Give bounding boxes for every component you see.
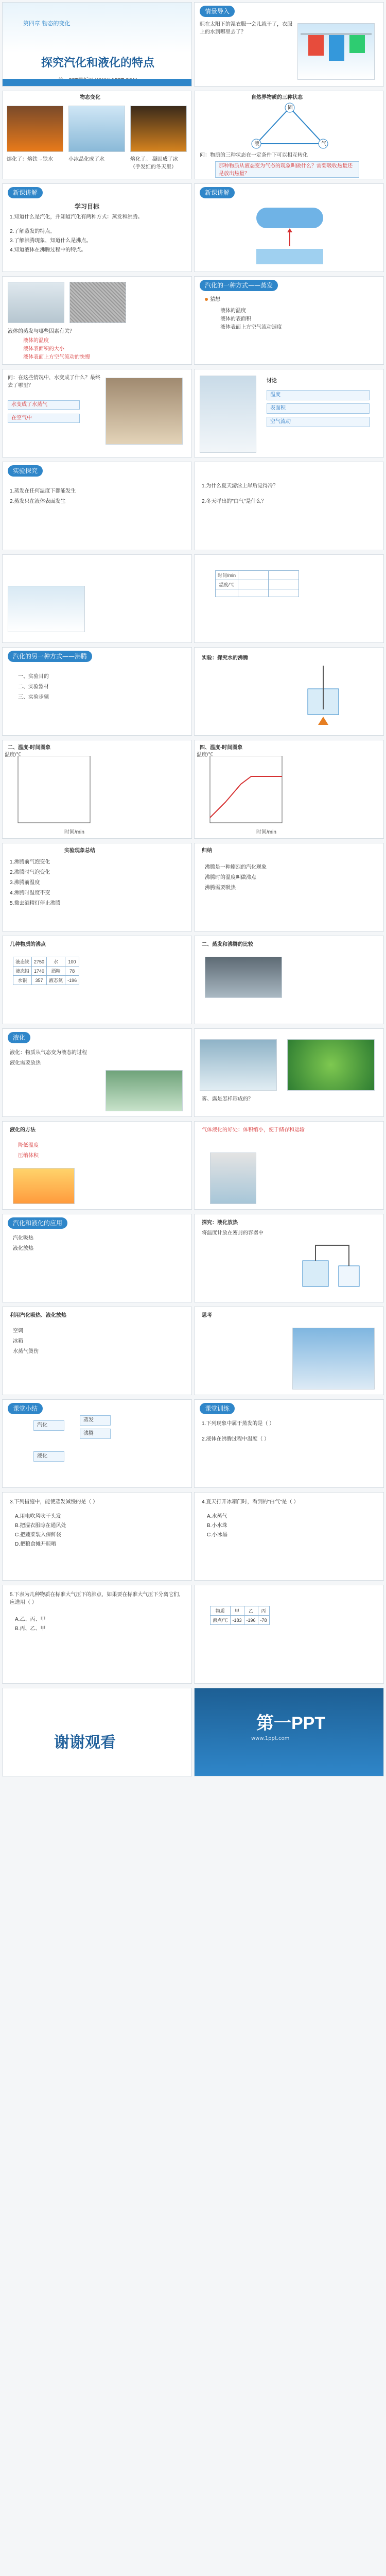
slide-states-change[interactable] — [2, 91, 192, 179]
thanks-text: 谢谢观看 — [54, 1734, 116, 1751]
slide-evaporation-factors[interactable] — [2, 276, 192, 365]
slide-evaporation[interactable] — [194, 276, 384, 365]
slide-think[interactable] — [194, 1307, 384, 1395]
row-final — [0, 1686, 386, 1778]
slide-fog[interactable] — [194, 1028, 384, 1117]
bp-cell: 酒精 — [47, 967, 65, 976]
state-gas: 气 — [321, 141, 326, 147]
section-pill: 实验探究 — [8, 465, 43, 477]
wet-ground-photo — [69, 282, 126, 323]
summary-1: 1.沸腾前气泡变化 — [10, 859, 50, 865]
slide-brand[interactable] — [194, 1688, 384, 1776]
method-1: 降低温度 — [18, 1143, 39, 1148]
row-2 — [0, 89, 386, 181]
cell: 丙 — [258, 1606, 269, 1616]
ice-image — [68, 106, 125, 152]
cell: -196 — [244, 1616, 258, 1625]
y-label: 温度/℃ — [5, 752, 22, 758]
row-1 — [0, 0, 386, 89]
summary-title: 实验现象总结 — [64, 848, 95, 854]
app-item-1: 汽化吸热 — [13, 1235, 33, 1241]
factor-box-3 — [267, 417, 370, 427]
section-pill: 新课讲解 — [8, 187, 43, 198]
option-b[interactable]: B.把湿衣服晾在通风处 — [15, 1523, 66, 1529]
slide-boiling-intro[interactable] — [2, 554, 192, 643]
think-2: 2.冬天呼出的"白气"是什么？ — [202, 499, 267, 504]
slide-experiment[interactable] — [2, 462, 192, 550]
summary-node-4 — [33, 1451, 64, 1462]
question-box — [215, 161, 359, 178]
row-5 — [0, 367, 386, 460]
summary-node-3 — [80, 1429, 111, 1439]
slide-boiling[interactable] — [2, 647, 192, 736]
row-18 — [0, 1583, 386, 1686]
option-c[interactable]: C.小冰晶 — [207, 1532, 227, 1538]
summary-5: 5.撤去酒精灯停止沸腾 — [10, 901, 61, 906]
state-liquid: 液 — [254, 141, 259, 147]
pot-photo — [205, 957, 282, 998]
practice-1: 1.下列现象中属于蒸发的是（ ） — [202, 1421, 275, 1427]
slide-gas-storage[interactable] — [194, 1121, 384, 1210]
x-label: 时间/min — [64, 829, 84, 835]
caption-1: 熔化了：熔铁→铁水 — [7, 157, 53, 162]
section-pill: 课堂小结 — [8, 1403, 43, 1414]
option-b[interactable]: B.小水珠 — [207, 1523, 227, 1529]
use-title: 利用汽化吸热、液化放热 — [10, 1313, 66, 1318]
x-label: 时间/min — [256, 829, 276, 835]
slide-practice-4[interactable] — [194, 1492, 384, 1581]
conclusion-title: 归纳 — [202, 848, 212, 854]
slide-practice-5[interactable] — [2, 1585, 192, 1684]
boiling-exp-title: 实验：探究水的沸腾 — [202, 655, 248, 661]
option-a[interactable]: A.乙、丙、甲 — [15, 1617, 46, 1622]
fog-caption: 雾、露是怎样形成的？ — [202, 1096, 253, 1102]
slide-boiling-points[interactable] — [2, 936, 192, 1024]
answer-1: 水变成了水蒸气 — [11, 402, 47, 408]
row-6 — [0, 460, 386, 552]
conclusion-3: 沸腾需要吸热 — [205, 885, 236, 891]
graph-title: 四、温度-时间图象 — [200, 745, 243, 751]
factor-label-2: 表面积 — [270, 405, 286, 411]
water-question: 问：在这些情况中，水变成了什么？最终去了哪里？ — [8, 375, 100, 388]
summary-2: 2.沸腾时气泡变化 — [10, 870, 50, 875]
discussion-label: 讨论 — [267, 378, 277, 384]
guess-label: 猜想 — [205, 296, 220, 304]
cell: -78 — [258, 1616, 269, 1625]
slide-liquefaction[interactable] — [2, 1028, 192, 1117]
fog-photo — [200, 1039, 277, 1091]
cover-title: 探究汽化和液化的特点 — [41, 56, 154, 69]
bp-cell: 水 — [47, 957, 65, 967]
slide-title: 物态变化 — [80, 95, 100, 100]
steel-image — [130, 106, 187, 152]
lighters-photo — [13, 1168, 75, 1204]
summary-node-1 — [33, 1420, 64, 1431]
factor-box-1 — [267, 390, 370, 400]
cylinder-photo — [210, 1153, 256, 1204]
states-question-2: 那种物质从液态变为气态的现象叫做什么？需要吸收热量还是放出热量？ — [219, 163, 353, 177]
section-pill: 汽化的另一种方式——沸腾 — [8, 651, 92, 662]
boiling-photo — [8, 586, 85, 632]
slide-liquefy-methods[interactable] — [2, 1121, 192, 1210]
compare-title: 二、蒸发和沸腾的比较 — [202, 942, 253, 947]
goal-3: 3.了解沸腾现象，知道什么是沸点。 — [10, 238, 92, 244]
guess-1: 液体的温度 — [220, 308, 246, 314]
brand-logo: 第一PPT — [256, 1714, 326, 1733]
bp-cell: 液态氮 — [47, 976, 65, 985]
slide-use[interactable] — [2, 1307, 192, 1395]
y-label: 温度/℃ — [197, 752, 214, 758]
row-15 — [0, 1304, 386, 1397]
guess-3: 液体表面上方空气流动速度 — [220, 325, 282, 330]
slide-boiling-exp[interactable] — [194, 647, 384, 736]
row-7 — [0, 552, 386, 645]
cell: -183 — [230, 1616, 244, 1625]
methods-title: 液化的方法 — [10, 1127, 36, 1133]
liq-heat-title: 探究：液化放热 — [202, 1220, 238, 1226]
evaporation-diagram — [246, 202, 334, 269]
slide-practice[interactable] — [194, 1399, 384, 1488]
slide-graph-2[interactable] — [194, 740, 384, 839]
slide-goals[interactable] — [2, 183, 192, 272]
bp-cell: 357 — [32, 976, 47, 985]
factor-2: 液体表面积的大小 — [23, 346, 64, 352]
slide-table[interactable] — [194, 554, 384, 643]
think-1: 1.为什么夏天游泳上岸后觉得冷？ — [202, 483, 278, 489]
summary-node-2 — [80, 1415, 111, 1426]
slide-thanks[interactable] — [2, 1688, 192, 1776]
row-8 — [0, 645, 386, 738]
data-table — [215, 570, 299, 597]
option-a[interactable]: A.用电吹风吹干头发 — [15, 1514, 61, 1519]
goal-4: 4.知道液体在沸腾过程中的特点。 — [10, 247, 86, 253]
cell: 甲 — [230, 1606, 244, 1616]
section-pill: 汽化的一种方式——蒸发 — [200, 280, 278, 291]
node-label: 液化 — [37, 1453, 47, 1459]
table-head-2: 温度/℃ — [216, 580, 238, 589]
molten-iron-image — [7, 106, 63, 152]
method-2: 压缩体积 — [18, 1153, 39, 1159]
storage-caption: 气体液化的好处：体积缩小，便于储存和运输 — [202, 1127, 305, 1133]
conclusion-1: 沸腾是一种剧烈的汽化现象 — [205, 865, 267, 870]
shirt-photo — [200, 376, 256, 453]
cell: 沸点/℃ — [210, 1616, 231, 1625]
factor-1: 液体的温度 — [23, 338, 49, 344]
slide-applications[interactable] — [2, 1214, 192, 1302]
table-head-1: 时间/min — [216, 571, 238, 580]
cover-slide[interactable] — [2, 2, 192, 87]
slide-water-gone[interactable] — [2, 369, 192, 457]
sky-photo — [292, 1328, 375, 1389]
bp-title: 几种物质的沸点 — [10, 942, 46, 947]
slide-intro[interactable] — [194, 2, 384, 87]
row-13 — [0, 1119, 386, 1212]
mist-photo — [106, 1070, 183, 1111]
conclusion-2: 沸腾时的温度叫做沸点 — [205, 875, 256, 880]
slide-practice-table[interactable] — [194, 1585, 384, 1684]
bp-cell: 100 — [65, 957, 79, 967]
row-10 — [0, 841, 386, 934]
bp-cell: 液态铁 — [13, 957, 32, 967]
slide-summary[interactable] — [2, 843, 192, 931]
boil-item-2: 二、实验器材 — [18, 684, 49, 690]
row-14 — [0, 1212, 386, 1304]
boiling-apparatus — [287, 663, 364, 730]
factors-question: 液体的蒸发与哪些因素有关？ — [8, 329, 75, 334]
row-11 — [0, 934, 386, 1026]
option-d[interactable]: D.把粮食摊开晾晒 — [15, 1541, 56, 1547]
goal-1: 1.知道什么是汽化，并知道汽化有两种方式：蒸发和沸腾。 — [10, 214, 143, 220]
cell: 物质 — [210, 1606, 231, 1616]
laundry-icon — [298, 24, 374, 79]
app-item-2: 液化放热 — [13, 1246, 33, 1251]
boiling-point-table — [13, 957, 79, 985]
slide-discussion[interactable] — [194, 369, 384, 457]
states-question-1: 问：物质的三种状态在一定条件下可以相互转化 — [200, 152, 308, 158]
factor-label-1: 温度 — [270, 392, 280, 398]
section-pill: 新课讲解 — [200, 187, 235, 198]
row-9 — [0, 738, 386, 841]
liq-item-1: 液化：物质从气态变为液态的过程 — [10, 1050, 87, 1056]
use-3: 水蒸气烫伤 — [13, 1349, 39, 1354]
dew-photo — [287, 1039, 375, 1091]
exp-item-1: 1.蒸发在任何温度下都能发生 — [10, 488, 76, 494]
row-17 — [0, 1490, 386, 1583]
bp-cell: 液态铅 — [13, 967, 32, 976]
liq-item-2: 液化需要放热 — [10, 1060, 41, 1066]
liq-heat-text: 将温度计放在密封的容器中 — [202, 1230, 264, 1236]
practice-5-q: 5.下表为几种物质在标准大气压下的沸点，如果要在标准大气压下分离它们，应选用（ ） — [10, 1592, 184, 1605]
summary-4: 4.沸腾时温度不变 — [10, 890, 50, 896]
factor-box-2 — [267, 403, 370, 414]
state-solid: 固 — [288, 105, 293, 111]
section-pill: 课堂训练 — [200, 1403, 235, 1414]
slide-graph-1[interactable] — [2, 740, 192, 839]
practice-3-q: 3.下列措施中，能使蒸发减慢的是（ ） — [10, 1499, 98, 1505]
section-pill: 情景导入 — [200, 6, 235, 17]
boil-item-3: 三、实验步骤 — [18, 694, 49, 700]
section-pill: 汽化和液化的应用 — [8, 1217, 67, 1229]
node-label: 蒸发 — [83, 1417, 94, 1423]
temperature-curve-chart — [205, 756, 287, 828]
factor-3: 液体表面上方空气流动的快慢 — [23, 354, 90, 360]
brand-panel — [195, 1688, 383, 1776]
practice-4-q: 4.夏天打开冰箱门时，看到的"白气"是（ ） — [202, 1499, 299, 1505]
guess-2: 液体的表面积 — [220, 316, 251, 322]
slide-conclusion[interactable] — [194, 843, 384, 931]
think-title: 思考 — [202, 1313, 212, 1318]
slide-title: 自然界物质的三种状态 — [251, 95, 303, 100]
slide-three-states[interactable] — [194, 91, 384, 179]
goal-2: 2.了解蒸发的特点。 — [10, 229, 56, 234]
factor-label-3: 空气流动 — [270, 419, 291, 425]
bp-cell: 1740 — [32, 967, 47, 976]
node-label: 沸腾 — [83, 1431, 94, 1436]
use-2: 冰箱 — [13, 1338, 23, 1344]
cell: 乙 — [244, 1606, 258, 1616]
boil-item-1: 一、实验目的 — [18, 674, 49, 680]
use-1: 空调 — [13, 1328, 23, 1334]
condensation-apparatus — [297, 1235, 370, 1297]
brand-url: www.1ppt.com — [251, 1736, 290, 1741]
slide-class-summary[interactable] — [2, 1399, 192, 1488]
answer-box-2 — [8, 414, 80, 423]
summary-3: 3.沸腾前温度 — [10, 880, 40, 886]
caption-2: 小冰晶化成了水 — [68, 157, 104, 162]
row-12 — [0, 1026, 386, 1119]
slide-liq-heat[interactable] — [194, 1214, 384, 1302]
option-c[interactable]: C.把蔬菜装入保鲜袋 — [15, 1532, 61, 1538]
answer-2: 在空气中 — [11, 415, 32, 421]
answer-box-1 — [8, 400, 80, 410]
slide-practice-3[interactable] — [2, 1492, 192, 1581]
slide-questions[interactable] — [194, 462, 384, 550]
bp-cell: 2750 — [32, 957, 47, 967]
bp-cell: 78 — [65, 967, 79, 976]
boiling-compare-table — [210, 1606, 270, 1625]
clothes-image — [297, 23, 375, 80]
row-3 — [0, 181, 386, 274]
option-b[interactable]: B.丙、乙、甲 — [15, 1626, 46, 1632]
slide-footer — [3, 79, 191, 86]
row-16 — [0, 1397, 386, 1490]
clothes-photo — [8, 282, 64, 323]
temperature-time-grid — [13, 756, 95, 828]
drying-photo — [106, 378, 183, 445]
intro-question: 晾在太阳下的湿衣服一会儿就干了，衣服上的水到哪里去了？ — [200, 22, 292, 35]
caption-3: 熔化了。 凝固成了冰（手发红的冬天里） — [130, 157, 178, 170]
goals-title: 学习目标 — [75, 203, 100, 210]
graph-title: 二、温度-时间图象 — [8, 745, 51, 751]
slide-compare[interactable] — [194, 936, 384, 1024]
bp-cell: 水银 — [13, 976, 32, 985]
slide-evaporation-diagram[interactable] — [194, 183, 384, 272]
option-a[interactable]: A.水蒸气 — [207, 1514, 227, 1519]
node-label: 汽化 — [37, 1422, 47, 1428]
row-4 — [0, 274, 386, 367]
practice-2: 2.液体在沸腾过程中温度（ ） — [202, 1436, 270, 1442]
section-pill: 液化 — [8, 1032, 30, 1043]
bp-cell: -196 — [65, 976, 79, 985]
cover-subtitle: 第四章 物态的变化 — [23, 20, 71, 27]
exp-item-2: 2.蒸发只在液体表面发生 — [10, 499, 66, 504]
